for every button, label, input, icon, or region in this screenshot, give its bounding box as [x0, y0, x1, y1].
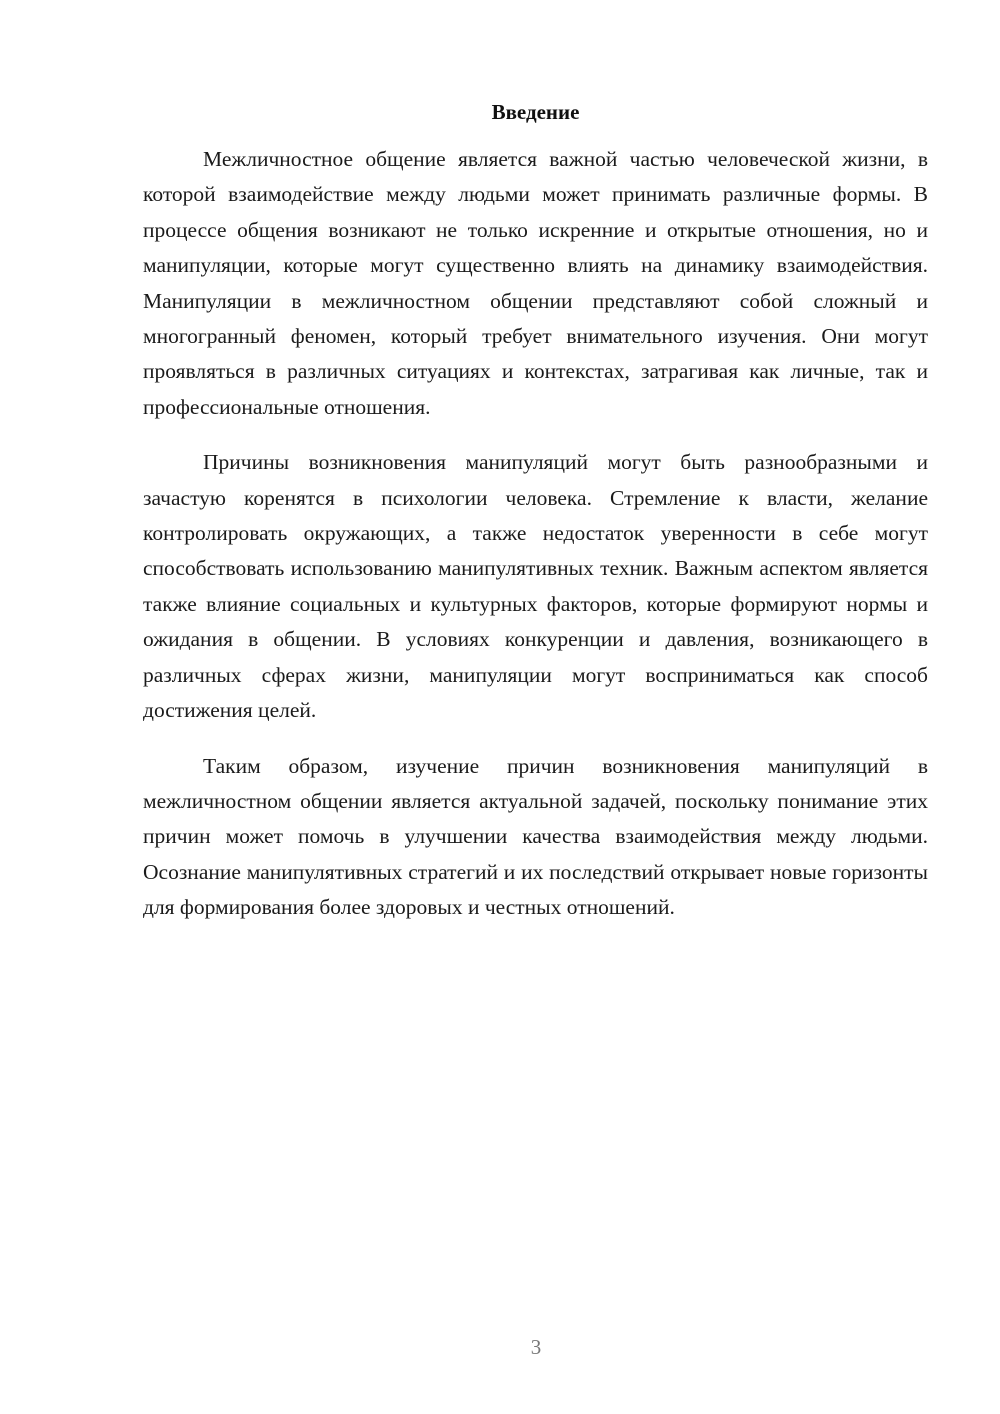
paragraph-1: Межличностное общение является важной частью человеческой жизни, в которой взаимодействие между людьми может принимать различные формы. В процессе общения возникают не только искренние и открытые отношения, но и манипуляции, которые могут существенно влиять на динамику взаимодействия. Манипуляции в межличностном общении представляют собой сложный и многогранный феномен, который требует внимательного изучения. Они могут проявляться в различных ситуациях и контекстах, затрагивая как личные, так и профессиональные отношения.	[143, 147, 928, 419]
section-heading: Введение	[491, 100, 580, 124]
body-text	[143, 142, 928, 946]
paragraph-3: Таким образом, изучение причин возникновения манипуляций в межличностном общении является актуальной задачей, поскольку понимание этих причин может помочь в улучшении качества взаимодействия между людьми. Осознание манипулятивных стратегий и их последствий открывает новые горизонты для формирования более здоровых и честных отношений.	[143, 753, 928, 920]
paragraph-2: Причины возникновения манипуляций могут быть разнообразными и зачастую коренятся в психологии человека. Стремление к власти, желание контролировать окружающих, а также недостаток уверенности в себе могут способствовать использованию манипулятивных техник. Важным аспектом является также влияние социальных и культурных факторов, которые формируют нормы и ожидания в общении. В условиях конкуренции и давления, возникающего в различных сферах жизни, манипуляции могут восприниматься как способ достижения целей.	[143, 450, 928, 723]
page-number: 3	[530, 1335, 542, 1359]
